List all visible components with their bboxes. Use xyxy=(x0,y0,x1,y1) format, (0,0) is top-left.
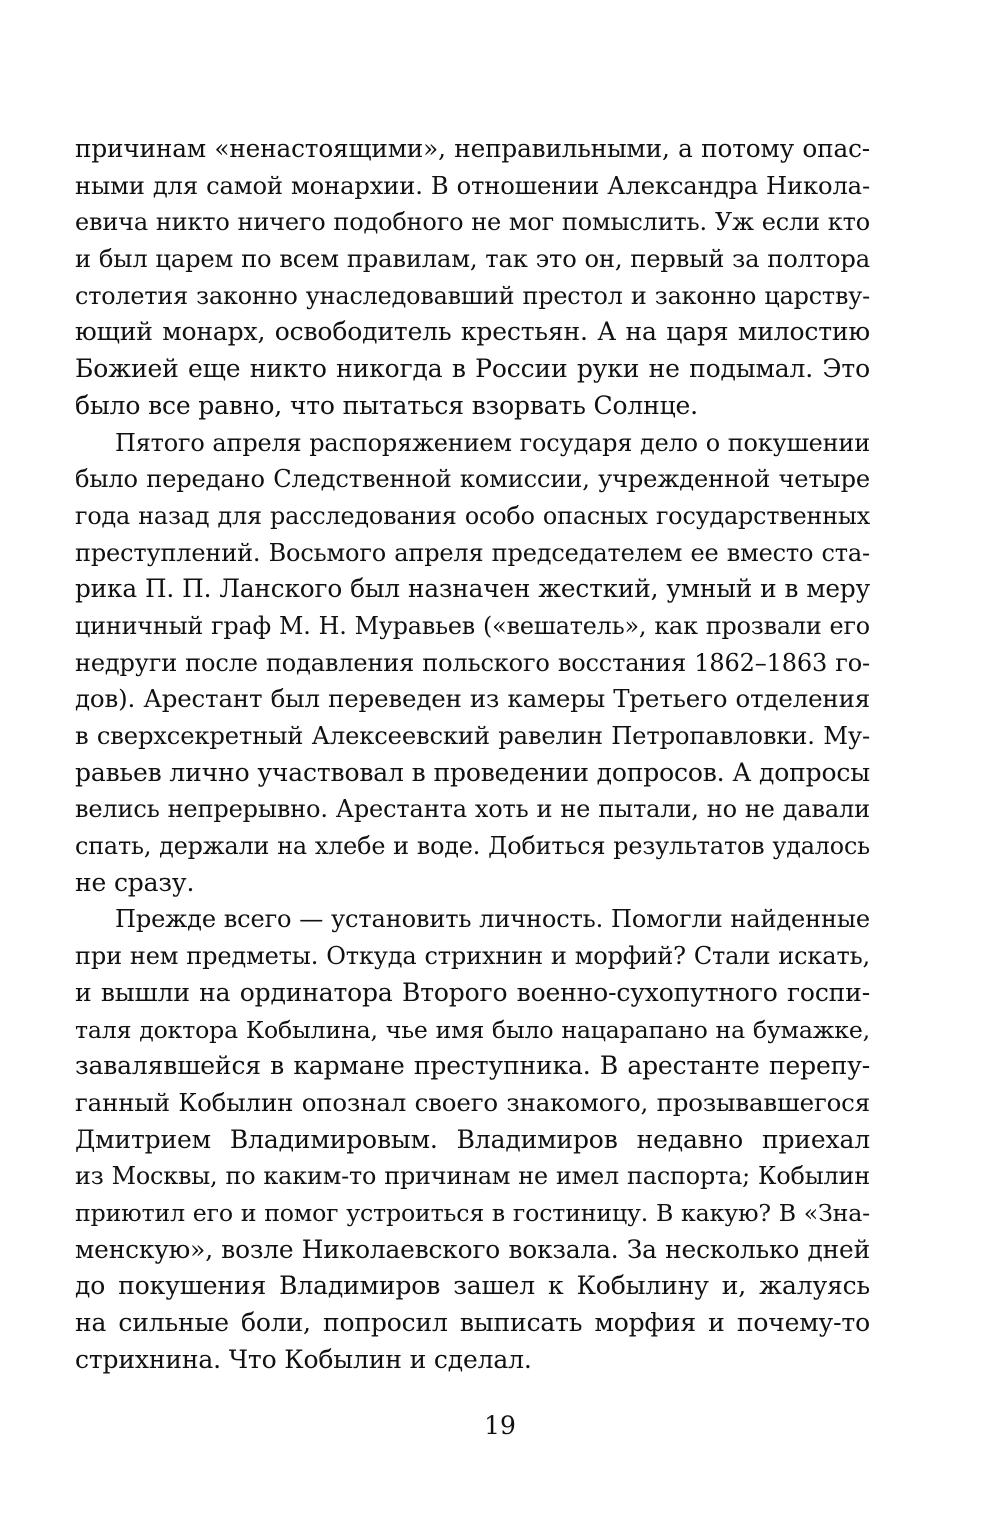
text-line: Дмитрием Владимировым. Владимиров недавно приехал xyxy=(75,1124,870,1154)
text-line: преступлений. Восьмого апреля председателем ее вместо ста- xyxy=(75,538,870,567)
text-line: циничный граф М. Н. Муравьев («вешатель», как прозвали его xyxy=(75,611,870,640)
text-line: недруги после подавления польского восстания 1862–1863 го- xyxy=(75,648,870,677)
paragraph xyxy=(75,901,870,1378)
text-line: ными для самой монархии. В отношении Александра Никола- xyxy=(75,171,870,200)
text-line: евича никто ничего подобного не мог помыслить. Уж если кто xyxy=(75,208,870,237)
text-line: года назад для расследования особо опасных государственных xyxy=(75,501,870,530)
text-line: Пятого апреля распоряжением государя дело о покушении xyxy=(115,428,870,457)
text-line: было все равно, что пытаться взорвать Солнце. xyxy=(75,390,698,420)
text-line: ющий монарх, освободитель крестьян. А на царя милостию xyxy=(75,317,870,347)
text-line: ганный Кобылин опознал своего знакомого, прозывавшегося xyxy=(75,1087,870,1117)
text-line: на сильные боли, попросил выписать морфия и почему-то xyxy=(75,1308,870,1337)
text-line: велись непрерывно. Арестанта хоть и не пытали, но не давали xyxy=(75,795,870,824)
paragraph xyxy=(75,425,870,902)
text-line: Прежде всего — установить личность. Помогли найденные xyxy=(115,905,870,934)
text-line: завалявшейся в кармане преступника. В арестанте перепу- xyxy=(75,1051,870,1081)
text-line: менскую», возле Николаевского вокзала. За несколько дней xyxy=(75,1234,870,1264)
text-line: столетия законно унаследовавший престол и законно царству- xyxy=(75,281,870,310)
text-line: дов). Арестант был переведен из камеры Третьего отделения xyxy=(75,684,870,714)
text-line: спать, держали на хлебе и воде. Добиться результатов удалось xyxy=(75,832,870,861)
body-text xyxy=(75,131,870,1378)
text-line: было передано Следственной комиссии, учрежденной четыре xyxy=(75,465,870,494)
text-line: рика П. П. Ланского был назначен жесткий, умный и в меру xyxy=(75,574,870,604)
text-line: не сразу. xyxy=(75,867,195,897)
text-line: в сверхсекретный Алексеевский равелин Петропавловки. Му- xyxy=(75,722,870,750)
text-line: и вышли на ординатора Второго военно-сухопутного госпи- xyxy=(75,977,870,1007)
text-line: Божией еще никто никогда в России руки не подымал. Это xyxy=(75,354,870,384)
text-line: из Москвы, по каким-то причинам не имел паспорта; Кобылин xyxy=(75,1162,870,1191)
text-line: до покушения Владимиров зашел к Кобылину и, жалуясь xyxy=(75,1271,870,1301)
text-line: и был царем по всем правилам, так это он, первый за полтора xyxy=(75,245,870,274)
text-line: стрихнина. Что Кобылин и сделал. xyxy=(75,1344,532,1374)
text-line: причинам «ненастоящими», неправильными, а потому опас- xyxy=(75,134,870,163)
text-line: таля доктора Кобылина, чье имя было нацарапано на бумажке, xyxy=(75,1015,870,1044)
text-line: равьев лично участвовал в проведении допросов. А допросы xyxy=(75,757,870,787)
text-line: приютил его и помог устроиться в гостиницу. В какую? В «Зна- xyxy=(75,1198,870,1227)
paragraph xyxy=(75,131,870,425)
page-number: 19 xyxy=(484,1411,516,1440)
text-line: при нем предметы. Откуда стрихнин и морфий? Стали искать, xyxy=(75,942,870,971)
